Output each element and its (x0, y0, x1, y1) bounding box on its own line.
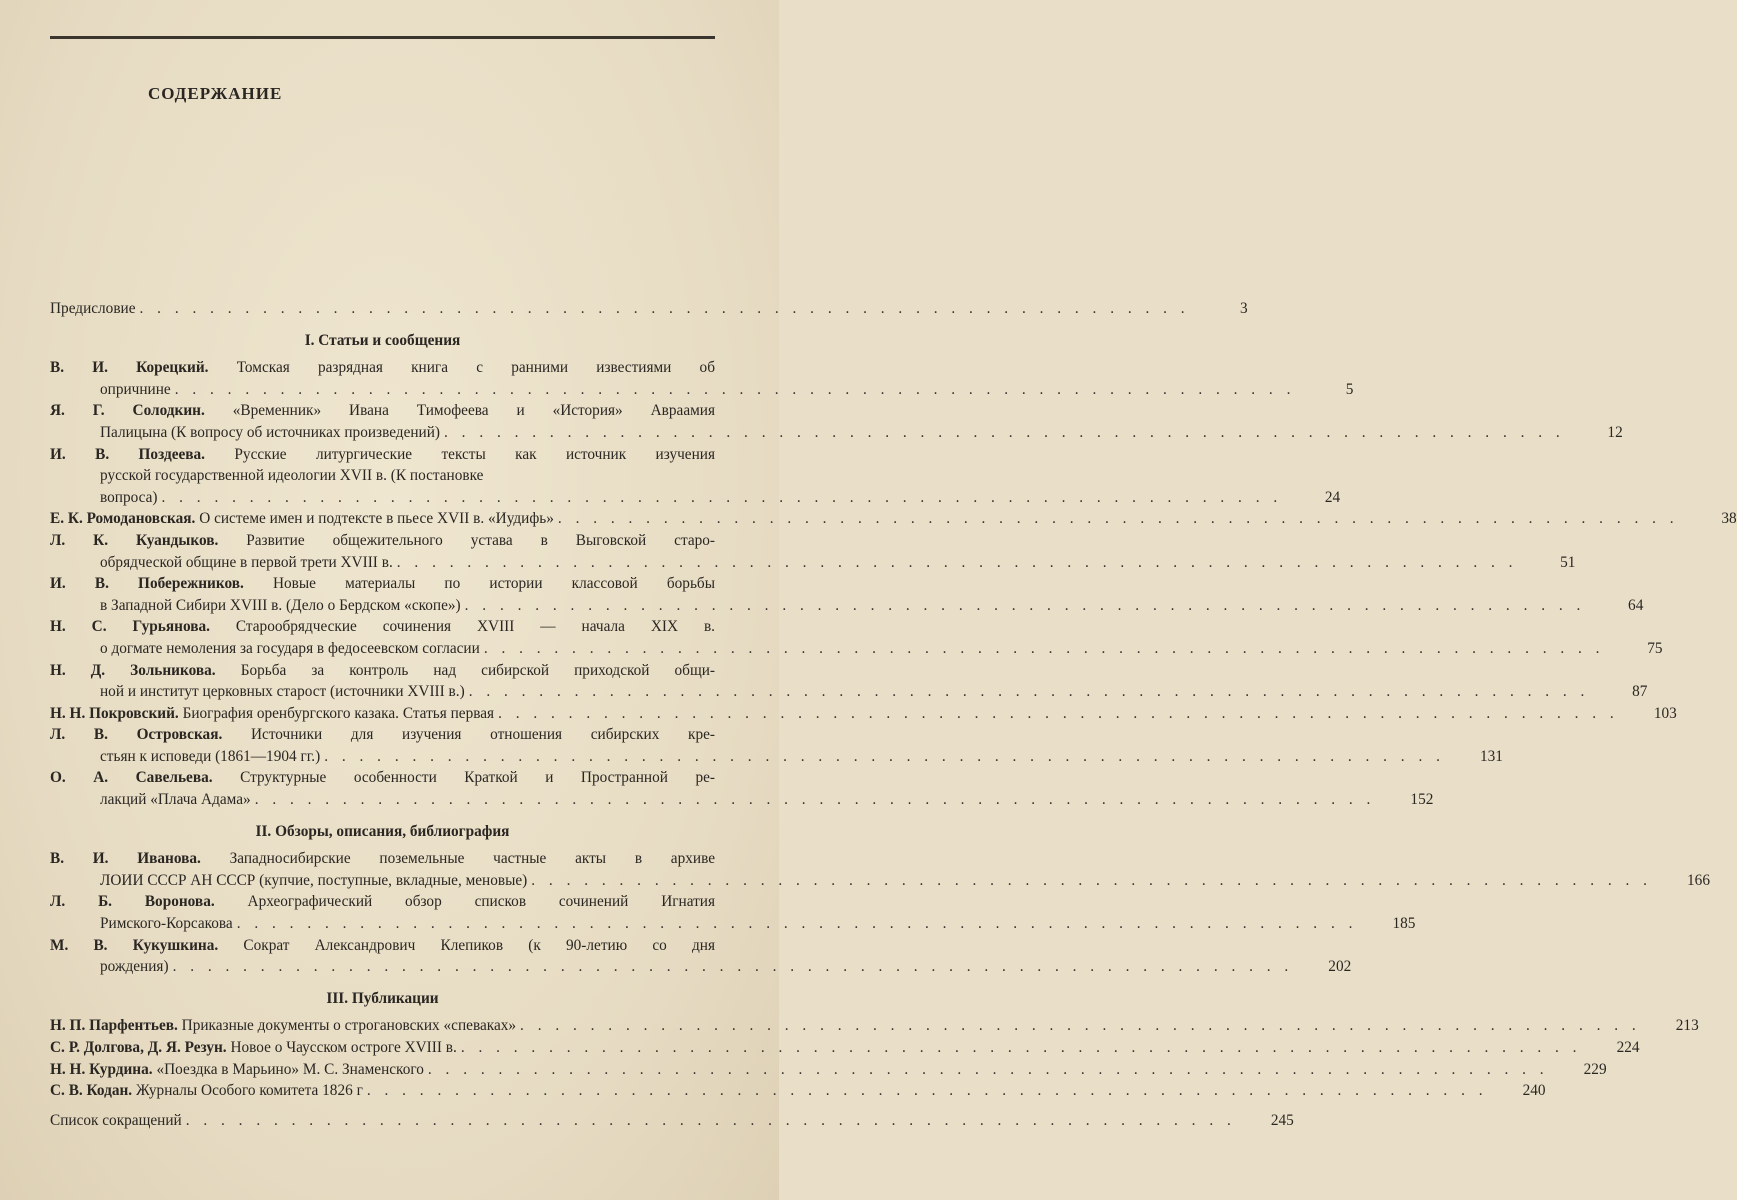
toc-entry-abbreviations (50, 1110, 1294, 1132)
page-title: СОДЕРЖАНИЕ (148, 84, 283, 103)
leader-dots: . . . . . . . . . . . . . . . . . . . . . . . . . . . . . . . . . . . . . . . . . . . . . . . . . . . . . . . . . . . . (185, 1111, 1236, 1129)
entry-title-line: Источники для изучения отношения сибирских кре- (250, 726, 715, 744)
leader-dots: . . . . . . . . . . . . . . . . . . . . . . . . . . . . . . . . . . . . . . . . . . . . . . . . . . . . . . . . . . . . . . . . (464, 596, 1586, 614)
entry-title-line: Томская разрядная книга с ранними известиями об (236, 359, 715, 377)
abbreviations-label: Список сокращений (50, 1111, 182, 1129)
entry-author: Н. Н. Курдина. (50, 1060, 153, 1078)
entry-author: М. В. Кукушкина. (50, 936, 219, 954)
toc-entry (50, 1015, 1699, 1037)
section-heading: I. Статьи и сообщения (304, 331, 461, 349)
entry-author: В. И. Корецкий. (50, 359, 209, 377)
leader-dots: . . . . . . . . . . . . . . . . . . . . . . . . . . . . . . . . . . . . . . . . . . . . . . . . . . . . . . . . . . . . . . . . (236, 915, 1358, 933)
entry-title-line: Западносибирские поземельные частные акты в архиве (229, 850, 715, 868)
entry-title-line: вопроса) (100, 488, 158, 506)
entry-page: 75 (1647, 639, 1663, 657)
toc-entry (50, 400, 1623, 443)
entry-title-line: Русские литургические тексты как источник изучения (234, 445, 716, 463)
entry-page: 229 (1583, 1060, 1607, 1078)
entry-page: 24 (1324, 488, 1341, 506)
top-rule (50, 36, 715, 39)
entry-author: Л. В. Островская. (50, 726, 223, 744)
entry-page: 224 (1616, 1039, 1640, 1056)
toc-entry (50, 848, 1710, 891)
entry-page: 5 (1345, 380, 1354, 398)
leader-dots: . . . . . . . . . . . . . . . . . . . . . . . . . . . . . . . . . . . . . . . . . . . . . . . . . . . . . . . . . . . . . . . . (254, 791, 1376, 809)
entry-author: И. В. Побережников. (50, 575, 244, 593)
entry-title-line: Новое о Чаусском остроге XVIII в. (230, 1039, 457, 1056)
entry-title-line: Новые материалы по истории классовой борьбы (272, 575, 715, 593)
toc-entry (50, 530, 1576, 573)
toc-entry (50, 616, 1663, 659)
table-of-contents (50, 298, 1737, 1131)
leader-dots: . . . . . . . . . . . . . . . . . . . . . . . . . . . . . . . . . . . . . . . . . . . . . . . . . . . . . . . . . . . . (139, 300, 1190, 317)
entry-page: 213 (1675, 1017, 1699, 1035)
toc-entry (50, 724, 1503, 767)
entry-title-line: лакций «Плача Адама» (100, 791, 251, 809)
leader-dots: . . . . . . . . . . . . . . . . . . . . . . . . . . . . . . . . . . . . . . . . . . . . . . . . . . . . . . . . . . . . . . . . (172, 958, 1294, 976)
entry-title-line: Приказные документы о строгановских «спеваках» (181, 1017, 517, 1035)
preface-page: 3 (1239, 300, 1248, 317)
entry-author: Н. Д. Зольникова. (50, 661, 216, 679)
entry-page: 185 (1392, 915, 1416, 933)
entry-title-line: Старообрядческие сочинения XVIII — начала XIX в. (235, 618, 716, 636)
entry-page: 202 (1328, 958, 1352, 976)
entry-author: С. Р. Долгова, Д. Я. Резун. (50, 1039, 227, 1056)
entry-page: 240 (1522, 1082, 1546, 1100)
entry-title-line: Римского-Корсакова (100, 915, 233, 933)
toc-entry (50, 357, 1354, 400)
entry-page: 51 (1560, 553, 1576, 571)
entry-title-line: Журналы Особого комитета 1826 г (135, 1082, 363, 1100)
entry-page: 152 (1410, 791, 1434, 809)
entry-author: Е. К. Ромодановская. (50, 510, 196, 528)
entry-page: 38 (1721, 510, 1737, 528)
leader-dots: . . . . . . . . . . . . . . . . . . . . . . . . . . . . . . . . . . . . . . . . . . . . . . . . . . . . . . . . . . . . . . . . (366, 1082, 1488, 1100)
entry-author: Л. К. Куандыков. (50, 531, 219, 549)
entry-title-line: в Западной Сибири XVIII в. (Дело о Бердском «скопе») (100, 596, 461, 614)
entry-author: О. А. Савельева. (50, 769, 213, 787)
section-heading: II. Обзоры, описания, библиография (255, 822, 510, 840)
toc-entry (50, 1037, 1640, 1059)
leader-dots: . . . . . . . . . . . . . . . . . . . . . . . . . . . . . . . . . . . . . . . . . . . . . . . . . . . . . . . . . . . . . . . . (483, 639, 1605, 657)
toc-entry (50, 935, 1352, 978)
entry-title-line: Биография оренбургского казака. Статья первая (182, 704, 495, 722)
abbreviations-page: 245 (1270, 1111, 1294, 1129)
entry-title-line: рождения) (100, 958, 169, 976)
leader-dots: . . . . . . . . . . . . . . . . . . . . . . . . . . . . . . . . . . . . . . . . . . . . . . . . . . . . . . . . . . . . . . . . (520, 1017, 1641, 1035)
entry-page: 64 (1628, 596, 1644, 614)
entry-title-line: русской государственной идеологии XVII в. (К постановке (100, 467, 484, 485)
leader-dots: . . . . . . . . . . . . . . . . . . . . . . . . . . . . . . . . . . . . . . . . . . . . . . . . . . . . . . . . . . . . . . . . (161, 488, 1283, 506)
entry-title-line: Структурные особенности Краткой и Пространной ре- (240, 769, 716, 787)
leader-dots: . . . . . . . . . . . . . . . . . . . . . . . . . . . . . . . . . . . . . . . . . . . . . . . . . . . . . . . . . . . . . . . . (531, 871, 1652, 889)
entry-title-line: Сократ Александрович Клепиков (к 90-летию со дня (243, 936, 716, 954)
entry-author: В. И. Иванова. (50, 850, 201, 868)
entry-page: 131 (1479, 747, 1503, 765)
entry-title-line: ной и институт церковных старост (источники XVIII в.) (100, 683, 465, 701)
leader-dots: . . . . . . . . . . . . . . . . . . . . . . . . . . . . . . . . . . . . . . . . . . . . . . . . . . . . . . . . . . . . . . . . (468, 683, 1590, 701)
toc-entry (50, 508, 1737, 530)
toc-entry-preface (50, 298, 1248, 320)
section-heading: III. Публикации (326, 989, 439, 1007)
entry-author: Н. С. Гурьянова. (50, 618, 210, 636)
toc-entry (50, 1080, 1546, 1102)
entry-title-line: обрядческой общине в первой трети XVIII в. (100, 553, 393, 571)
entry-author: С. В. Кодан. (50, 1082, 133, 1100)
entry-author: Я. Г. Солодкин. (50, 402, 205, 420)
entry-author: И. В. Поздеева. (50, 445, 206, 463)
toc-entry (50, 703, 1677, 725)
entry-page: 87 (1632, 683, 1648, 701)
entry-title-line: Борьба за контроль над сибирской приходской общи- (240, 661, 716, 679)
leader-dots: . . . . . . . . . . . . . . . . . . . . . . . . . . . . . . . . . . . . . . . . . . . . . . . . . . . . . . . . . . . . . . . . (460, 1039, 1582, 1056)
leader-dots: . . . . . . . . . . . . . . . . . . . . . . . . . . . . . . . . . . . . . . . . . . . . . . . . . . . . . . . . . . . . . . . . (498, 704, 1619, 722)
leader-dots: . . . . . . . . . . . . . . . . . . . . . . . . . . . . . . . . . . . . . . . . . . . . . . . . . . . . . . . . . . . . . . . . (324, 747, 1445, 765)
entry-title-line: ЛОИИ СССР АН СССР (купчие, поступные, вкладные, меновые) (100, 871, 528, 889)
entry-author: Н. Н. Покровский. (50, 704, 179, 722)
entry-title-line: опричнине (100, 380, 171, 398)
entry-title-line: Развитие общежительного устава в Выговской старо- (246, 531, 715, 549)
entry-page: 103 (1653, 704, 1677, 722)
entry-page: 166 (1687, 871, 1710, 889)
leader-dots: . . . . . . . . . . . . . . . . . . . . . . . . . . . . . . . . . . . . . . . . . . . . . . . . . . . . . . . . . . . . . . . . (557, 510, 1679, 528)
entry-title-line: Палицына (К вопросу об источниках произведений) (100, 423, 441, 441)
entry-title-line: «Поездка в Марьино» М. С. Знаменского (156, 1060, 424, 1078)
leader-dots: . . . . . . . . . . . . . . . . . . . . . . . . . . . . . . . . . . . . . . . . . . . . . . . . . . . . . . . . . . . . . . . . (396, 553, 1518, 571)
entry-title-line: О системе имен и подтексте в пьесе XVII в. «Иудифь» (199, 510, 554, 528)
entry-author: Л. Б. Воронова. (50, 893, 215, 911)
entry-author: Н. П. Парфентьев. (50, 1017, 178, 1035)
toc-entry (50, 1059, 1607, 1081)
toc-entry (50, 767, 1434, 810)
leader-dots: . . . . . . . . . . . . . . . . . . . . . . . . . . . . . . . . . . . . . . . . . . . . . . . . . . . . . . . . . . . . . . . . (427, 1060, 1549, 1078)
entry-title-line: Археографический обзор списков сочинений Игнатия (247, 893, 715, 911)
toc-entry (50, 891, 1416, 934)
leader-dots: . . . . . . . . . . . . . . . . . . . . . . . . . . . . . . . . . . . . . . . . . . . . . . . . . . . . . . . . . . . . . . . . (444, 423, 1565, 441)
entry-page: 12 (1607, 423, 1623, 441)
preface-label: Предисловие (50, 300, 136, 317)
toc-entry (50, 660, 1648, 703)
toc-entry (50, 573, 1644, 616)
leader-dots: . . . . . . . . . . . . . . . . . . . . . . . . . . . . . . . . . . . . . . . . . . . . . . . . . . . . . . . . . . . . . . . . (174, 380, 1296, 398)
entry-title-line: стьян к исповеди (1861—1904 гг.) (100, 747, 321, 765)
toc-entry (50, 444, 1341, 509)
entry-title-line: о догмате немоления за государя в федосеевском согласии (100, 639, 480, 657)
entry-title-line: «Временник» Ивана Тимофеева и «История» Авраамия (232, 402, 716, 420)
